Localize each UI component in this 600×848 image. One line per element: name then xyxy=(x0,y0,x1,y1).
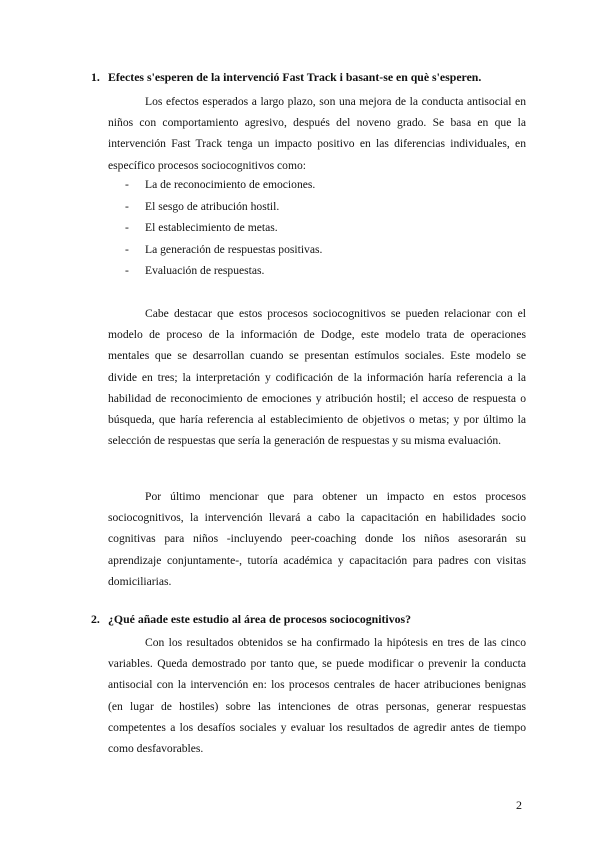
section-1-paragraph-3: Por último mencionar que para obtener un impacto en estos procesos sociocognitivos, la intervención llevará a cabo la capacitación en habilidades socio cognitivas para niños -incluyendo peer-coaching donde los niños asesorarán su aprendizaje conjuntamente-, tutoría académica y capacitación para padres con visitas domiciliarias. xyxy=(108,490,526,588)
sociocognitive-process-list xyxy=(108,174,508,282)
list-item: - El establecimiento de metas. xyxy=(125,221,278,235)
list-item: - La de reconocimiento de emociones. xyxy=(125,178,316,191)
section-2-heading xyxy=(91,609,531,629)
section-1-title: Efectes s'esperen de la intervenció Fast Track i basant-se en què s'esperen. xyxy=(108,70,482,84)
section-2-paragraph: Con los resultados obtenidos se ha confirmado la hipótesis en tres de las cinco variables. Queda demostrado por tanto que, se puede modificar o prevenir la conducta antisocial con la intervención en: los procesos centrales de hacer atribuciones benignas (en lugar de hostiles) sobre las intenciones de otras personas, generar respuestas competentes a los desafíos sociales y evaluar los resultados de agredir antes de tiempo como desfavorables. xyxy=(108,636,526,756)
section-1-intro-text: Los efectos esperados a largo plazo, son una mejora de la conducta antisocial en niños con comportamiento agresivo, después del noveno grado. Se basa en que la intervención Fast Track tenga un impacto positivo en las diferencias individuales, en específico procesos sociocognitivos como: xyxy=(108,95,526,172)
section-1-heading xyxy=(91,67,531,87)
page-number: 2 xyxy=(516,798,522,812)
list-item: - La generación de respuestas positivas. xyxy=(125,242,323,256)
section-2-number: 2. xyxy=(91,612,100,626)
section-2-title: ¿Qué añade este estudio al área de procesos sociocognitivos? xyxy=(108,612,411,626)
section-1-paragraph-2: Cabe destacar que estos procesos sociocognitivos se pueden relacionar con el modelo de proceso de la información de Dodge, este modelo trata de operaciones mentales que se desarrollan cuando se presentan estímulos sociales. Este modelo se divide en tres; la interpretación y codificación de la información haría referencia a la habilidad de reconocimiento de emociones y atribución hostil; el acceso de respuesta o búsqueda, que haría referencia al establecimiento de objetivos o metas; y por último la selección de respuestas que sería la generación de respuestas y su misma evaluación. xyxy=(108,307,526,448)
list-item: - Evaluación de respuestas. xyxy=(125,264,265,278)
section-1-intro-paragraph xyxy=(108,91,526,176)
section-1-number: 1. xyxy=(91,70,100,84)
list-item: - El sesgo de atribución hostil. xyxy=(125,199,280,213)
